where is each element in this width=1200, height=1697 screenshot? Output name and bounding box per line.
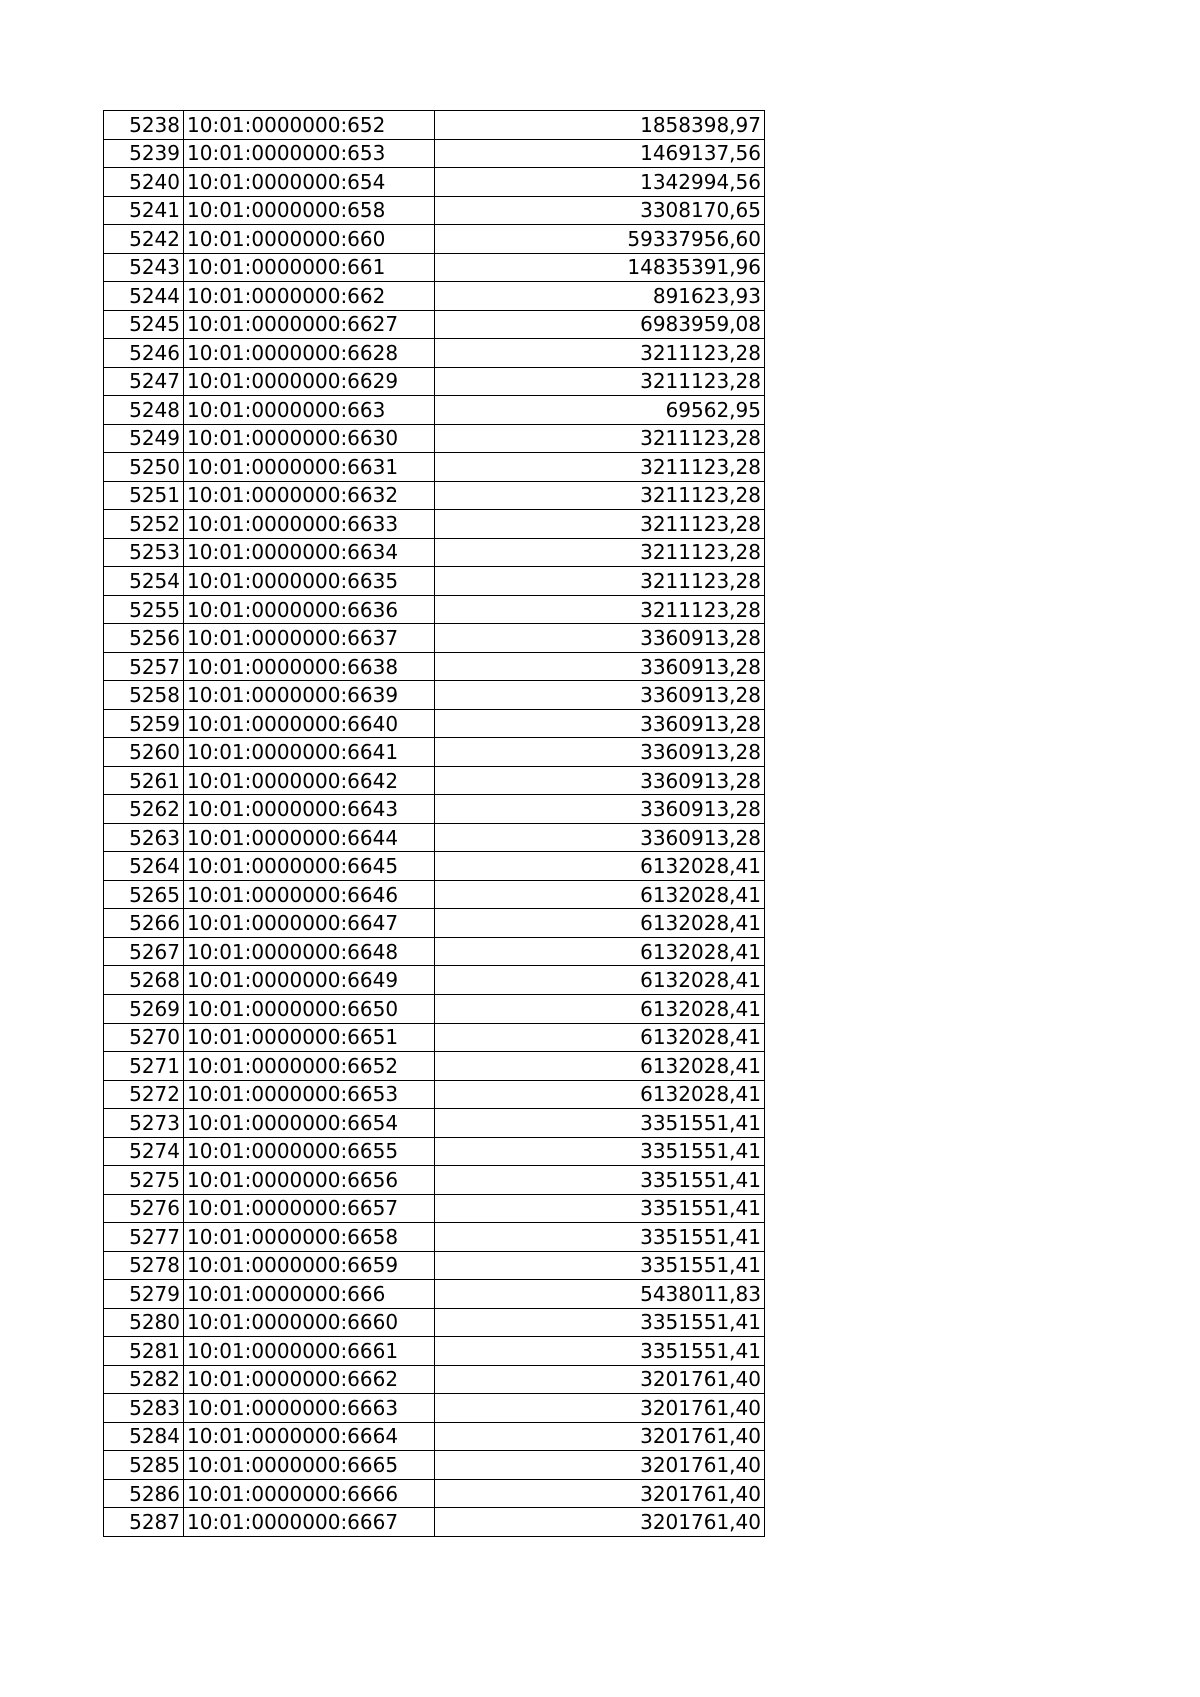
cadastral-number-cell: 10:01:0000000:6655 — [184, 1137, 435, 1166]
cadastral-number-cell: 10:01:0000000:6636 — [184, 595, 435, 624]
cadastral-number-cell: 10:01:0000000:6634 — [184, 538, 435, 567]
value-cell: 891623,93 — [435, 282, 765, 311]
table-row — [104, 738, 765, 767]
row-number-cell: 5276 — [104, 1194, 184, 1223]
value-cell: 3308170,65 — [435, 196, 765, 225]
row-number-cell: 5258 — [104, 681, 184, 710]
cadastral-number-cell: 10:01:0000000:662 — [184, 282, 435, 311]
table-row — [104, 795, 765, 824]
row-number-cell: 5260 — [104, 738, 184, 767]
row-number-cell: 5284 — [104, 1422, 184, 1451]
table-row — [104, 1479, 765, 1508]
value-cell: 6132028,41 — [435, 966, 765, 995]
value-cell: 6132028,41 — [435, 1080, 765, 1109]
cadastral-number-cell: 10:01:0000000:6635 — [184, 567, 435, 596]
cadastral-number-cell: 10:01:0000000:6651 — [184, 1023, 435, 1052]
value-cell: 3351551,41 — [435, 1308, 765, 1337]
value-cell: 6132028,41 — [435, 937, 765, 966]
cadastral-number-cell: 10:01:0000000:6661 — [184, 1337, 435, 1366]
value-cell: 3201761,40 — [435, 1422, 765, 1451]
row-number-cell: 5279 — [104, 1280, 184, 1309]
table-row — [104, 766, 765, 795]
row-number-cell: 5266 — [104, 909, 184, 938]
table-row — [104, 823, 765, 852]
cadastral-number-cell: 10:01:0000000:6649 — [184, 966, 435, 995]
row-number-cell: 5245 — [104, 310, 184, 339]
cadastral-number-cell: 10:01:0000000:6629 — [184, 367, 435, 396]
table-row — [104, 225, 765, 254]
table-row — [104, 994, 765, 1023]
table-row — [104, 1166, 765, 1195]
table-row — [104, 310, 765, 339]
table-row — [104, 1394, 765, 1423]
cadastral-number-cell: 10:01:0000000:6639 — [184, 681, 435, 710]
cadastral-number-cell: 10:01:0000000:6646 — [184, 880, 435, 909]
cadastral-number-cell: 10:01:0000000:6656 — [184, 1166, 435, 1195]
row-number-cell: 5277 — [104, 1223, 184, 1252]
value-cell: 3351551,41 — [435, 1337, 765, 1366]
row-number-cell: 5244 — [104, 282, 184, 311]
value-cell: 3351551,41 — [435, 1194, 765, 1223]
value-cell: 6132028,41 — [435, 880, 765, 909]
table-row — [104, 538, 765, 567]
row-number-cell: 5254 — [104, 567, 184, 596]
value-cell: 3201761,40 — [435, 1508, 765, 1537]
value-cell: 3351551,41 — [435, 1166, 765, 1195]
table-row — [104, 481, 765, 510]
cadastral-number-cell: 10:01:0000000:6660 — [184, 1308, 435, 1337]
value-cell: 3360913,28 — [435, 709, 765, 738]
table-row — [104, 282, 765, 311]
row-number-cell: 5249 — [104, 424, 184, 453]
value-cell: 3211123,28 — [435, 595, 765, 624]
table-row — [104, 1508, 765, 1537]
row-number-cell: 5240 — [104, 168, 184, 197]
table-row — [104, 139, 765, 168]
value-cell: 3360913,28 — [435, 795, 765, 824]
table-row — [104, 1280, 765, 1309]
cadastral-number-cell: 10:01:0000000:6647 — [184, 909, 435, 938]
cadastral-number-cell: 10:01:0000000:6662 — [184, 1365, 435, 1394]
value-cell: 6983959,08 — [435, 310, 765, 339]
value-cell: 3360913,28 — [435, 738, 765, 767]
row-number-cell: 5242 — [104, 225, 184, 254]
value-cell: 69562,95 — [435, 396, 765, 425]
row-number-cell: 5281 — [104, 1337, 184, 1366]
table-row — [104, 681, 765, 710]
cadastral-number-cell: 10:01:0000000:661 — [184, 253, 435, 282]
row-number-cell: 5269 — [104, 994, 184, 1023]
row-number-cell: 5267 — [104, 937, 184, 966]
value-cell: 5438011,83 — [435, 1280, 765, 1309]
cadastral-number-cell: 10:01:0000000:652 — [184, 111, 435, 140]
table-row — [104, 852, 765, 881]
row-number-cell: 5275 — [104, 1166, 184, 1195]
cadastral-number-cell: 10:01:0000000:6659 — [184, 1251, 435, 1280]
table-row — [104, 367, 765, 396]
value-cell: 3211123,28 — [435, 510, 765, 539]
cadastral-number-cell: 10:01:0000000:663 — [184, 396, 435, 425]
value-cell: 3351551,41 — [435, 1223, 765, 1252]
cadastral-number-cell: 10:01:0000000:6628 — [184, 339, 435, 368]
table-row — [104, 253, 765, 282]
cadastral-number-cell: 10:01:0000000:6657 — [184, 1194, 435, 1223]
cadastral-number-cell: 10:01:0000000:6630 — [184, 424, 435, 453]
cadastral-number-cell: 10:01:0000000:6641 — [184, 738, 435, 767]
row-number-cell: 5268 — [104, 966, 184, 995]
row-number-cell: 5285 — [104, 1451, 184, 1480]
cadastral-number-cell: 10:01:0000000:6637 — [184, 624, 435, 653]
row-number-cell: 5280 — [104, 1308, 184, 1337]
row-number-cell: 5265 — [104, 880, 184, 909]
table-row — [104, 624, 765, 653]
cadastral-number-cell: 10:01:0000000:6664 — [184, 1422, 435, 1451]
value-cell: 3211123,28 — [435, 367, 765, 396]
cadastral-number-cell: 10:01:0000000:660 — [184, 225, 435, 254]
value-cell: 3360913,28 — [435, 624, 765, 653]
table-row — [104, 1308, 765, 1337]
table-row — [104, 880, 765, 909]
table-row — [104, 1023, 765, 1052]
row-number-cell: 5256 — [104, 624, 184, 653]
cadastral-number-cell: 10:01:0000000:654 — [184, 168, 435, 197]
row-number-cell: 5247 — [104, 367, 184, 396]
row-number-cell: 5271 — [104, 1052, 184, 1081]
value-cell: 6132028,41 — [435, 852, 765, 881]
cadastral-number-cell: 10:01:0000000:6642 — [184, 766, 435, 795]
value-cell: 3360913,28 — [435, 766, 765, 795]
cadastral-number-cell: 10:01:0000000:6650 — [184, 994, 435, 1023]
row-number-cell: 5257 — [104, 652, 184, 681]
row-number-cell: 5241 — [104, 196, 184, 225]
cadastral-number-cell: 10:01:0000000:6640 — [184, 709, 435, 738]
value-cell: 6132028,41 — [435, 994, 765, 1023]
data-table — [103, 110, 765, 1537]
row-number-cell: 5248 — [104, 396, 184, 425]
value-cell: 59337956,60 — [435, 225, 765, 254]
table-row — [104, 1251, 765, 1280]
row-number-cell: 5261 — [104, 766, 184, 795]
row-number-cell: 5287 — [104, 1508, 184, 1537]
cadastral-number-cell: 10:01:0000000:653 — [184, 139, 435, 168]
value-cell: 1858398,97 — [435, 111, 765, 140]
value-cell: 3211123,28 — [435, 424, 765, 453]
row-number-cell: 5253 — [104, 538, 184, 567]
cadastral-number-cell: 10:01:0000000:6645 — [184, 852, 435, 881]
cadastral-number-cell: 10:01:0000000:6643 — [184, 795, 435, 824]
value-cell: 1469137,56 — [435, 139, 765, 168]
table-row — [104, 1052, 765, 1081]
value-cell: 3201761,40 — [435, 1394, 765, 1423]
row-number-cell: 5274 — [104, 1137, 184, 1166]
table-row — [104, 196, 765, 225]
value-cell: 3201761,40 — [435, 1365, 765, 1394]
cadastral-number-cell: 10:01:0000000:6633 — [184, 510, 435, 539]
table-row — [104, 909, 765, 938]
table-row — [104, 652, 765, 681]
table-row — [104, 339, 765, 368]
value-cell: 3211123,28 — [435, 339, 765, 368]
table-row — [104, 1137, 765, 1166]
table-row — [104, 966, 765, 995]
row-number-cell: 5278 — [104, 1251, 184, 1280]
table-row — [104, 111, 765, 140]
cadastral-number-cell: 10:01:0000000:6667 — [184, 1508, 435, 1537]
table-row — [104, 510, 765, 539]
cadastral-number-cell: 10:01:0000000:6644 — [184, 823, 435, 852]
row-number-cell: 5264 — [104, 852, 184, 881]
cadastral-number-cell: 10:01:0000000:666 — [184, 1280, 435, 1309]
value-cell: 3360913,28 — [435, 652, 765, 681]
value-cell: 1342994,56 — [435, 168, 765, 197]
table-row — [104, 567, 765, 596]
value-cell: 3201761,40 — [435, 1451, 765, 1480]
cadastral-number-cell: 10:01:0000000:6654 — [184, 1109, 435, 1138]
cadastral-number-cell: 10:01:0000000:6652 — [184, 1052, 435, 1081]
table-row — [104, 1194, 765, 1223]
cadastral-number-cell: 10:01:0000000:6653 — [184, 1080, 435, 1109]
table-row — [104, 168, 765, 197]
row-number-cell: 5250 — [104, 453, 184, 482]
cadastral-number-cell: 10:01:0000000:6638 — [184, 652, 435, 681]
row-number-cell: 5246 — [104, 339, 184, 368]
table-row — [104, 453, 765, 482]
row-number-cell: 5283 — [104, 1394, 184, 1423]
table-row — [104, 1451, 765, 1480]
table-row — [104, 1223, 765, 1252]
table-row — [104, 1109, 765, 1138]
cadastral-number-cell: 10:01:0000000:6658 — [184, 1223, 435, 1252]
row-number-cell: 5255 — [104, 595, 184, 624]
table-body — [104, 111, 765, 1537]
row-number-cell: 5251 — [104, 481, 184, 510]
row-number-cell: 5286 — [104, 1479, 184, 1508]
value-cell: 14835391,96 — [435, 253, 765, 282]
row-number-cell: 5272 — [104, 1080, 184, 1109]
cadastral-number-cell: 10:01:0000000:6632 — [184, 481, 435, 510]
table-row — [104, 1365, 765, 1394]
table-row — [104, 396, 765, 425]
row-number-cell: 5282 — [104, 1365, 184, 1394]
row-number-cell: 5262 — [104, 795, 184, 824]
value-cell: 3201761,40 — [435, 1479, 765, 1508]
value-cell: 3351551,41 — [435, 1109, 765, 1138]
table-row — [104, 937, 765, 966]
table-row — [104, 709, 765, 738]
table-row — [104, 424, 765, 453]
row-number-cell: 5243 — [104, 253, 184, 282]
value-cell: 3211123,28 — [435, 453, 765, 482]
row-number-cell: 5273 — [104, 1109, 184, 1138]
value-cell: 3360913,28 — [435, 681, 765, 710]
cadastral-number-cell: 10:01:0000000:6665 — [184, 1451, 435, 1480]
cadastral-number-cell: 10:01:0000000:6648 — [184, 937, 435, 966]
row-number-cell: 5263 — [104, 823, 184, 852]
value-cell: 3211123,28 — [435, 481, 765, 510]
cadastral-number-cell: 10:01:0000000:6631 — [184, 453, 435, 482]
value-cell: 6132028,41 — [435, 1023, 765, 1052]
cadastral-number-cell: 10:01:0000000:6663 — [184, 1394, 435, 1423]
row-number-cell: 5252 — [104, 510, 184, 539]
table-row — [104, 1422, 765, 1451]
row-number-cell: 5270 — [104, 1023, 184, 1052]
value-cell: 3211123,28 — [435, 538, 765, 567]
value-cell: 3351551,41 — [435, 1137, 765, 1166]
cadastral-number-cell: 10:01:0000000:6666 — [184, 1479, 435, 1508]
table-row — [104, 1337, 765, 1366]
value-cell: 6132028,41 — [435, 909, 765, 938]
row-number-cell: 5238 — [104, 111, 184, 140]
value-cell: 3211123,28 — [435, 567, 765, 596]
row-number-cell: 5239 — [104, 139, 184, 168]
value-cell: 3351551,41 — [435, 1251, 765, 1280]
value-cell: 3360913,28 — [435, 823, 765, 852]
cadastral-number-cell: 10:01:0000000:6627 — [184, 310, 435, 339]
value-cell: 6132028,41 — [435, 1052, 765, 1081]
table-row — [104, 1080, 765, 1109]
row-number-cell: 5259 — [104, 709, 184, 738]
cadastral-number-cell: 10:01:0000000:658 — [184, 196, 435, 225]
table-row — [104, 595, 765, 624]
